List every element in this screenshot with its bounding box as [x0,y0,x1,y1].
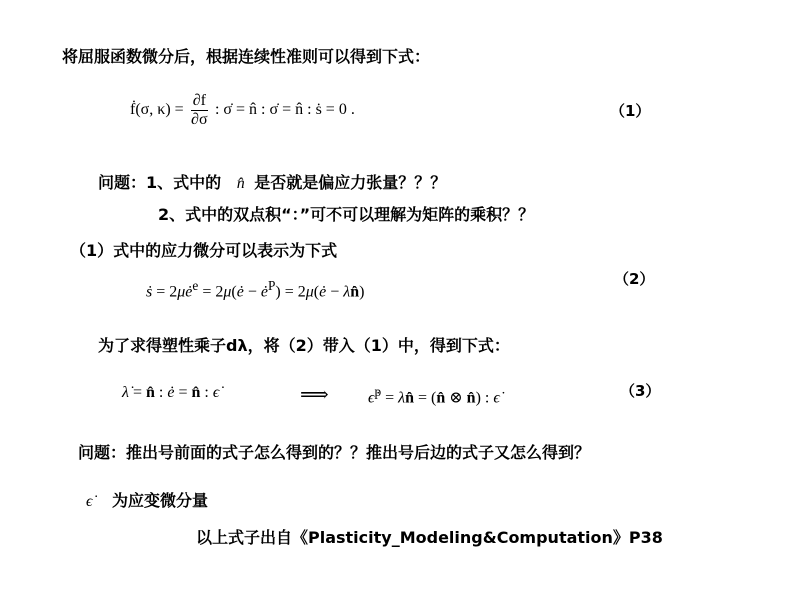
stress-intro-text: （1）式中的应力微分可以表示为下式 [70,241,338,260]
implies-arrow: ⟹ [300,384,329,406]
plastic-multiplier-intro: 为了求得塑性乘子dλ，将（2）带入（1）中，得到下式： [98,336,510,355]
strain-symbol: ϵ̇ [86,493,93,510]
equation-1-lhs: ḟ(σ, κ) = [130,100,184,118]
equation-3-left: λ̇ = n̂ : ė = n̂ : ϵ̇ [122,384,220,401]
question-1-symbol: n̂ [236,175,245,192]
fraction-denominator: ∂σ [191,110,208,128]
question-1-line-2: 2、式中的双点积“：”可不可以理解为矩阵的乘积？？ [158,205,535,224]
intro-text: 将屈服函数微分后，根据连续性准则可以得到下式： [62,47,431,66]
equation-3-label: （3） [620,382,661,400]
equation-1 [130,92,355,128]
question-2: 问题：推出号前面的式子怎么得到的？？推出号后边的式子又怎么得到？ [78,443,591,462]
question-1-prefix: 问题：1、式中的 [98,173,222,192]
equation-1-fraction [191,92,208,128]
equation-2: ṡ = $2\mu ė^e$ = 2μ(ė − $ė^P$) = 2μ(ė − λ̇n̂) [146,278,365,301]
equation-1-label: （1） [610,102,651,120]
strain-note [86,488,208,511]
equation-3-right: ϵ̇$^p$ = λ̇n̂ = (n̂ ⊗ n̂) : ϵ̇ [368,384,500,407]
question-1-line-1 [98,170,446,193]
equation-2-label: （2） [614,270,655,288]
question-1-suffix: 是否就是偏应力张量？？？ [254,173,447,192]
fraction-numerator: ∂f [192,92,206,109]
strain-note-text: 为应变微分量 [112,491,209,510]
source-citation: 以上式子出自《Plasticity_Modeling&Computation》P38 [196,528,663,547]
equation-1-rhs: : σ̇ = n̂ : σ̇ = n̂ : ṡ = 0 . [214,100,355,118]
